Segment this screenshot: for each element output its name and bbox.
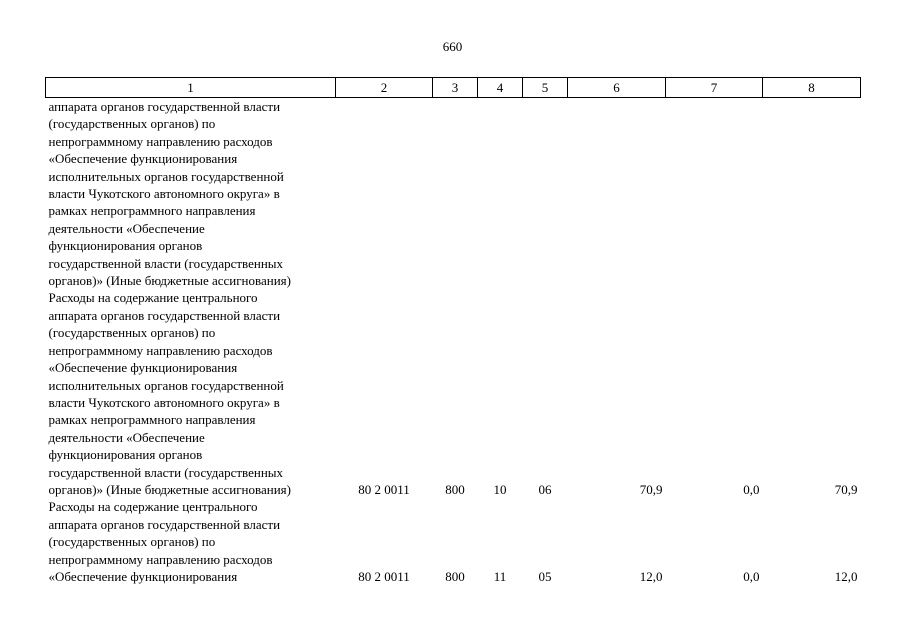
- cell-expense-type: 800: [445, 481, 465, 497]
- cell-amount-6: 70,9: [639, 481, 663, 497]
- cell-amount-8: 70,9: [834, 481, 858, 497]
- cell-amount-7: 0,0: [743, 568, 760, 584]
- description-line: исполнительных органов государственной: [48, 168, 284, 184]
- cell-subsection: 06: [538, 481, 552, 497]
- description-line: государственной власти (государственных: [48, 464, 284, 480]
- cell-section: [478, 98, 523, 290]
- cell-subsection: 05: [538, 568, 552, 584]
- description-line: функционирования органов: [48, 238, 203, 254]
- description-line: рамках непрограммного направления: [48, 203, 256, 219]
- column-header-4: 4: [478, 78, 523, 98]
- cell-expense-type: 800: [445, 568, 465, 584]
- description-line: власти Чукотского автономного округа» в: [48, 186, 280, 202]
- description-line: «Обеспечение функционирования: [48, 360, 238, 376]
- description-line: аппарата органов государственной власти: [48, 516, 281, 532]
- description-line: аппарата органов государственной власти: [48, 307, 281, 323]
- row-description: [46, 98, 336, 290]
- cell-expense-type: [433, 98, 478, 290]
- description-line: органов)» (Иные бюджетные ассигнования): [48, 273, 291, 289]
- description-line: «Обеспечение функционирования: [48, 568, 238, 584]
- description-line: (государственных органов) по: [48, 534, 216, 550]
- cell-amount-7: 0,0: [743, 481, 760, 497]
- column-header-6: 6: [568, 78, 666, 98]
- description-line: аппарата органов государственной власти: [48, 99, 281, 114]
- column-header-1: 1: [46, 78, 336, 98]
- description-line: непрограммному направлению расходов: [48, 133, 273, 149]
- description-line: (государственных органов) по: [48, 116, 216, 132]
- page-number: 660: [442, 39, 463, 54]
- cell-target-article: 80 2 0011: [358, 568, 410, 584]
- cell-amount-6: 12,0: [639, 568, 663, 584]
- description-line: деятельности «Обеспечение: [48, 429, 205, 445]
- description-line: Расходы на содержание центрального: [48, 290, 258, 306]
- cell-target-article: 80 2 0011: [358, 481, 410, 497]
- description-line: Расходы на содержание центрального: [48, 499, 258, 515]
- column-header-3: 3: [433, 78, 478, 98]
- row-description: [46, 289, 336, 498]
- cell-amount-8: [763, 98, 861, 290]
- description-line: непрограммному направлению расходов: [48, 342, 273, 358]
- description-line: исполнительных органов государственной: [48, 377, 284, 393]
- table-header-row: [46, 78, 861, 98]
- table-row: [46, 98, 861, 290]
- table-row: [46, 498, 861, 585]
- row-description: [46, 498, 336, 585]
- cell-amount-7: [666, 98, 763, 290]
- column-header-5: 5: [523, 78, 568, 98]
- cell-amount-8: 12,0: [834, 568, 858, 584]
- column-header-8: 8: [763, 78, 861, 98]
- column-header-2: 2: [336, 78, 433, 98]
- cell-subsection: [523, 98, 568, 290]
- cell-amount-6: [568, 98, 666, 290]
- table-row: [46, 289, 861, 498]
- cell-section: 10: [493, 481, 507, 497]
- budget-table: [45, 77, 861, 585]
- cell-section: 11: [493, 568, 507, 584]
- description-line: непрограммному направлению расходов: [48, 551, 273, 567]
- description-line: «Обеспечение функционирования: [48, 151, 238, 167]
- description-line: органов)» (Иные бюджетные ассигнования): [48, 481, 291, 497]
- description-line: рамках непрограммного направления: [48, 412, 256, 428]
- description-line: функционирования органов: [48, 447, 203, 463]
- description-line: власти Чукотского автономного округа» в: [48, 394, 280, 410]
- column-header-7: 7: [666, 78, 763, 98]
- description-line: (государственных органов) по: [48, 325, 216, 341]
- description-line: государственной власти (государственных: [48, 255, 284, 271]
- description-line: деятельности «Обеспечение: [48, 220, 205, 236]
- cell-target-article: [336, 98, 433, 290]
